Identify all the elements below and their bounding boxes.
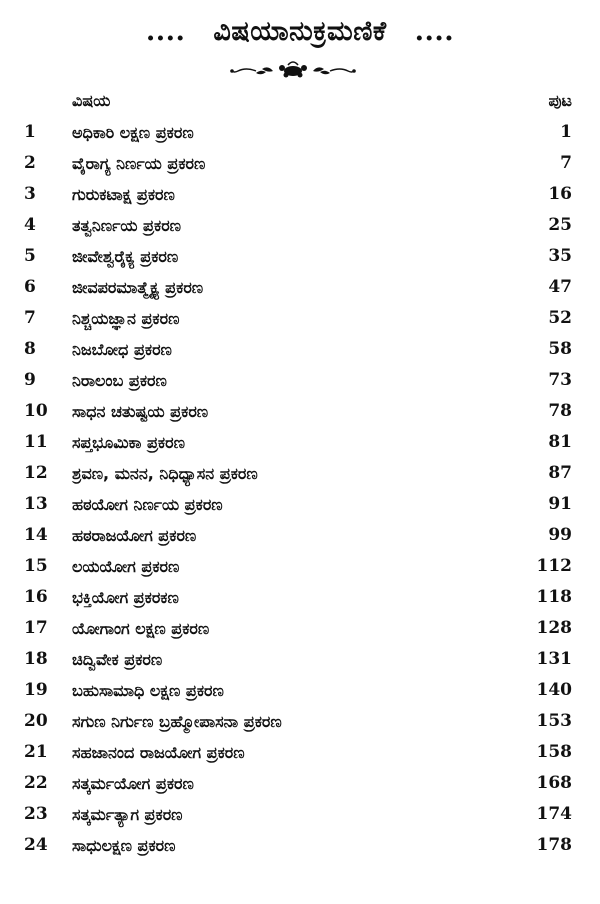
toc-entry (0, 644, 600, 675)
entry-page: 174 (536, 804, 572, 824)
toc-entry (0, 551, 600, 582)
toc-entry (0, 179, 600, 210)
entry-number: 10 (24, 401, 48, 421)
floral-divider-icon (228, 58, 358, 84)
entry-number: 7 (24, 308, 36, 328)
entry-number: 2 (24, 153, 36, 173)
entry-page: 16 (548, 184, 572, 204)
entry-page: 52 (548, 308, 572, 328)
entry-page: 118 (536, 587, 572, 607)
toc-entry (0, 427, 600, 458)
toc-header (0, 91, 600, 113)
entry-number: 12 (24, 463, 48, 483)
entry-number: 4 (24, 215, 36, 235)
toc-entry (0, 706, 600, 737)
page-column-header: ಪುಟ (548, 91, 572, 110)
entry-page: 158 (536, 742, 572, 762)
page-title (0, 16, 600, 48)
entry-page: 87 (548, 463, 572, 483)
entry-topic: ನಿಜಬೋಧ ಪ್ರಕರಣ (72, 340, 172, 359)
entry-topic: ಸತ್ಕರ್ಮತ್ಯಾಗ ಪ್ರಕರಣ (72, 805, 183, 824)
entry-number: 23 (24, 804, 48, 824)
entry-page: 112 (536, 556, 572, 576)
title-text: ವಿಷಯಾನುಕ್ರಮಣಿಕೆ (213, 16, 387, 47)
entry-number: 22 (24, 773, 48, 793)
entry-topic: ಜೀವಪರಮಾತ್ಮೈಕ್ಯ ಪ್ರಕರಣ (72, 278, 204, 297)
toc-entry (0, 210, 600, 241)
entry-topic: ಹಠಯೋಗ ನಿರ್ಣಯ ಪ್ರಕರಣ (72, 495, 223, 514)
toc-list (0, 117, 600, 861)
toc-entry (0, 241, 600, 272)
entry-number: 15 (24, 556, 48, 576)
entry-page: 25 (548, 215, 572, 235)
entry-number: 3 (24, 184, 36, 204)
entry-page: 99 (548, 525, 572, 545)
entry-page: 131 (536, 649, 572, 669)
toc-entry (0, 148, 600, 179)
title-dots-right: .... (414, 16, 455, 47)
entry-topic: ಸಾಧನ ಚತುಷ್ಟಯ ಪ್ರಕರಣ (72, 402, 209, 421)
entry-topic: ಲಯಯೋಗ ಪ್ರಕರಣ (72, 557, 180, 576)
toc-entry (0, 582, 600, 613)
toc-entry (0, 272, 600, 303)
entry-number: 20 (24, 711, 48, 731)
entry-page: 91 (548, 494, 572, 514)
entry-topic: ಸಗುಣ ನಿರ್ಗುಣ ಬ್ರಹ್ಮೋಪಾಸನಾ ಪ್ರಕರಣ (72, 712, 282, 731)
entry-page: 78 (548, 401, 572, 421)
entry-topic: ಶ್ರವಣ, ಮನನ, ನಿಧಿಧ್ಯಾಸನ ಪ್ರಕರಣ (72, 464, 258, 483)
entry-number: 16 (24, 587, 48, 607)
entry-page: 35 (548, 246, 572, 266)
entry-topic: ಜೀವೇಶ್ವರೈಕ್ಯ ಪ್ರಕರಣ (72, 247, 179, 266)
entry-page: 58 (548, 339, 572, 359)
entry-number: 11 (24, 432, 48, 452)
toc-entry (0, 675, 600, 706)
toc-entry (0, 365, 600, 396)
entry-page: 81 (548, 432, 572, 452)
topic-column-header: ವಿಷಯ (72, 91, 111, 110)
entry-page: 128 (536, 618, 572, 638)
entry-page: 73 (548, 370, 572, 390)
entry-number: 1 (24, 122, 36, 142)
toc-entry (0, 799, 600, 830)
entry-number: 24 (24, 835, 48, 855)
toc-entry (0, 613, 600, 644)
entry-topic: ನಿಶ್ಚಯಜ್ಞಾನ ಪ್ರಕರಣ (72, 309, 180, 328)
entry-page: 153 (536, 711, 572, 731)
entry-topic: ಸಪ್ತಭೂಮಿಕಾ ಪ್ರಕರಣ (72, 433, 185, 452)
entry-page: 47 (548, 277, 572, 297)
entry-topic: ಅಧಿಕಾರಿ ಲಕ್ಷಣ ಪ್ರಕರಣ (72, 123, 194, 142)
toc-entry (0, 396, 600, 427)
toc-entry (0, 458, 600, 489)
entry-topic: ಭಕ್ತಿಯೋಗ ಪ್ರಕರಕಣ (72, 588, 179, 607)
entry-topic: ವೈರಾಗ್ಯ ನಿರ್ಣಯ ಪ್ರಕರಣ (72, 154, 206, 173)
toc-entry (0, 768, 600, 799)
entry-topic: ಸಾಧುಲಕ್ಷಣ ಪ್ರಕರಣ (72, 836, 176, 855)
toc-entry (0, 830, 600, 861)
entry-number: 17 (24, 618, 48, 638)
entry-page: 7 (560, 153, 572, 173)
toc-entry (0, 334, 600, 365)
entry-number: 6 (24, 277, 36, 297)
entry-topic: ಬಹುಸಾಮಾಧಿ ಲಕ್ಷಣ ಪ್ರಕರಣ (72, 681, 224, 700)
entry-page: 168 (536, 773, 572, 793)
entry-number: 13 (24, 494, 48, 514)
entry-page: 140 (536, 680, 572, 700)
entry-topic: ಗುರುಕಟಾಕ್ಷ ಪ್ರಕರಣ (72, 185, 175, 204)
entry-number: 18 (24, 649, 48, 669)
toc-entry (0, 489, 600, 520)
entry-topic: ಯೋಗಾಂಗ ಲಕ್ಷಣ ಪ್ರಕರಣ (72, 619, 210, 638)
entry-number: 14 (24, 525, 48, 545)
entry-number: 21 (24, 742, 48, 762)
toc-entry (0, 520, 600, 551)
entry-topic: ಸತ್ಕರ್ಮಯೋಗ ಪ್ರಕರಣ (72, 774, 194, 793)
entry-topic: ಹಠರಾಜಯೋಗ ಪ್ರಕರಣ (72, 526, 197, 545)
entry-number: 19 (24, 680, 48, 700)
toc-entry (0, 303, 600, 334)
toc-entry (0, 737, 600, 768)
entry-topic: ತತ್ವನಿರ್ಣಯ ಪ್ರಕರಣ (72, 216, 182, 235)
entry-number: 5 (24, 246, 36, 266)
entry-page: 178 (536, 835, 572, 855)
entry-topic: ಸಹಜಾನಂದ ರಾಜಯೋಗ ಪ್ರಕರಣ (72, 743, 245, 762)
title-dots-left: .... (145, 16, 186, 47)
entry-topic: ಚಿದ್ವಿವೇಕ ಪ್ರಕರಣ (72, 650, 163, 669)
toc-entry (0, 117, 600, 148)
entry-page: 1 (560, 122, 572, 142)
entry-number: 9 (24, 370, 36, 390)
entry-topic: ನಿರಾಲಂಬ ಪ್ರಕರಣ (72, 371, 167, 390)
entry-number: 8 (24, 339, 36, 359)
